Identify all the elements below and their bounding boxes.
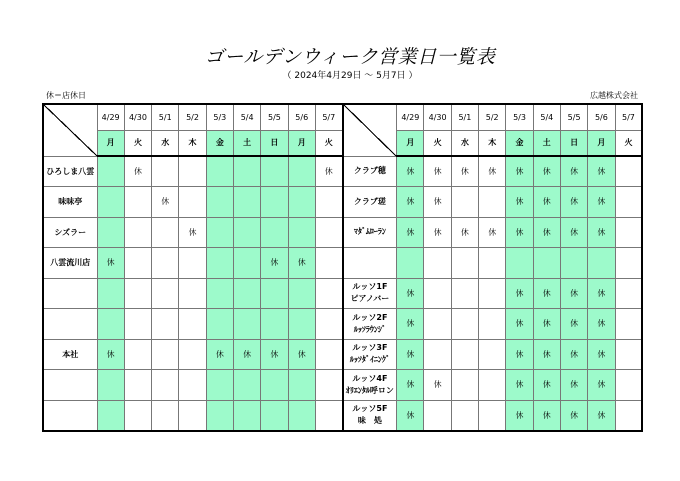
status-cell xyxy=(615,400,642,431)
status-cell xyxy=(179,339,206,370)
status-cell xyxy=(397,248,424,279)
status-cell xyxy=(124,187,151,218)
date-header: 5/2 xyxy=(479,104,506,130)
date-header: 5/7 xyxy=(615,104,642,130)
status-cell xyxy=(615,309,642,340)
weekday-header: 土 xyxy=(233,130,260,156)
status-cell: 休 xyxy=(560,339,587,370)
store-name-line1: ルッソ1F xyxy=(352,282,388,292)
status-cell: 休 xyxy=(506,370,533,401)
status-cell: 休 xyxy=(506,278,533,309)
date-header: 5/6 xyxy=(588,104,615,130)
status-cell xyxy=(261,187,288,218)
store-name xyxy=(43,278,97,309)
store-name-line1: ルッソ2F xyxy=(352,312,388,322)
status-cell xyxy=(615,156,642,187)
status-cell xyxy=(233,309,260,340)
weekday-header: 水 xyxy=(152,130,179,156)
status-cell xyxy=(479,187,506,218)
status-cell: 休 xyxy=(233,339,260,370)
status-cell xyxy=(179,309,206,340)
status-cell xyxy=(152,309,179,340)
status-cell xyxy=(315,370,342,401)
status-cell xyxy=(315,339,342,370)
company-name: 広越株式会社 xyxy=(590,91,638,100)
status-cell xyxy=(206,248,233,279)
status-cell xyxy=(451,370,478,401)
status-cell: 休 xyxy=(560,187,587,218)
status-cell xyxy=(424,278,451,309)
status-cell: 休 xyxy=(179,217,206,248)
status-cell xyxy=(124,248,151,279)
date-header: 5/7 xyxy=(315,104,342,130)
status-cell xyxy=(206,187,233,218)
store-name xyxy=(343,156,397,187)
status-cell: 休 xyxy=(560,400,587,431)
corner-diagonal-cell xyxy=(343,104,397,156)
status-cell: 休 xyxy=(588,400,615,431)
status-cell: 休 xyxy=(424,187,451,218)
status-cell xyxy=(124,400,151,431)
store-name xyxy=(343,339,397,370)
status-cell xyxy=(233,248,260,279)
status-cell xyxy=(179,187,206,218)
weekday-header: 水 xyxy=(451,130,478,156)
status-cell xyxy=(261,309,288,340)
status-cell xyxy=(288,400,315,431)
weekday-header: 金 xyxy=(206,130,233,156)
status-cell xyxy=(615,248,642,279)
status-cell: 休 xyxy=(533,156,560,187)
status-cell xyxy=(97,187,124,218)
status-cell xyxy=(451,248,478,279)
status-cell xyxy=(424,248,451,279)
store-name-line2: ﾙｯｿﾗｳﾝｼﾞ xyxy=(353,324,386,334)
status-cell: 休 xyxy=(560,309,587,340)
status-cell xyxy=(315,278,342,309)
date-header: 5/2 xyxy=(179,104,206,130)
status-cell xyxy=(451,187,478,218)
store-name xyxy=(343,309,397,340)
weekday-header: 木 xyxy=(179,130,206,156)
status-cell xyxy=(479,370,506,401)
status-cell xyxy=(206,370,233,401)
status-cell xyxy=(451,278,478,309)
date-header: 4/29 xyxy=(397,104,424,130)
status-cell xyxy=(315,309,342,340)
status-cell: 休 xyxy=(424,156,451,187)
weekday-header: 日 xyxy=(261,130,288,156)
store-name xyxy=(43,400,97,431)
store-name-line1: クラブ瑳 xyxy=(353,196,386,206)
status-cell: 休 xyxy=(152,187,179,218)
status-cell xyxy=(424,339,451,370)
weekday-header: 土 xyxy=(533,130,560,156)
status-cell xyxy=(615,370,642,401)
status-cell xyxy=(206,309,233,340)
status-cell: 休 xyxy=(588,187,615,218)
status-cell: 休 xyxy=(397,370,424,401)
status-cell xyxy=(233,156,260,187)
status-cell xyxy=(588,248,615,279)
store-name-line1: ルッソ3F xyxy=(352,343,388,353)
status-cell xyxy=(152,400,179,431)
store-name: 本社 xyxy=(43,339,97,370)
date-header: 4/30 xyxy=(424,104,451,130)
store-name-line2: 味 処 xyxy=(357,416,382,425)
status-cell xyxy=(288,156,315,187)
status-cell xyxy=(179,400,206,431)
status-cell: 休 xyxy=(588,217,615,248)
status-cell xyxy=(179,278,206,309)
status-cell xyxy=(261,370,288,401)
status-cell xyxy=(97,309,124,340)
status-cell xyxy=(233,278,260,309)
status-cell xyxy=(206,156,233,187)
store-name xyxy=(343,248,397,279)
store-name xyxy=(343,278,397,309)
status-cell: 休 xyxy=(397,309,424,340)
weekday-header: 火 xyxy=(315,130,342,156)
store-name-line2: ｵﾘｴﾝﾀﾙ呼ロン xyxy=(345,385,394,395)
status-cell xyxy=(451,309,478,340)
status-cell: 休 xyxy=(588,309,615,340)
status-cell xyxy=(479,278,506,309)
status-cell: 休 xyxy=(506,400,533,431)
weekday-header: 日 xyxy=(560,130,587,156)
status-cell: 休 xyxy=(424,217,451,248)
status-cell: 休 xyxy=(397,400,424,431)
status-cell: 休 xyxy=(315,156,342,187)
status-cell: 休 xyxy=(451,156,478,187)
status-cell: 休 xyxy=(506,156,533,187)
status-cell xyxy=(97,217,124,248)
status-cell xyxy=(479,400,506,431)
status-cell: 休 xyxy=(533,217,560,248)
status-cell: 休 xyxy=(97,339,124,370)
status-cell xyxy=(152,278,179,309)
status-cell xyxy=(615,187,642,218)
status-cell: 休 xyxy=(124,156,151,187)
status-cell xyxy=(615,339,642,370)
status-cell xyxy=(479,248,506,279)
status-cell xyxy=(479,309,506,340)
store-name: 八雲流川店 xyxy=(43,248,97,279)
weekday-header: 月 xyxy=(588,130,615,156)
status-cell xyxy=(288,278,315,309)
date-header: 5/5 xyxy=(261,104,288,130)
status-cell xyxy=(124,339,151,370)
status-cell xyxy=(233,217,260,248)
status-cell xyxy=(479,339,506,370)
weekday-header: 火 xyxy=(424,130,451,156)
status-cell xyxy=(152,370,179,401)
status-cell: 休 xyxy=(397,187,424,218)
status-cell xyxy=(560,248,587,279)
date-header: 4/29 xyxy=(97,104,124,130)
status-cell xyxy=(124,309,151,340)
weekday-header: 火 xyxy=(615,130,642,156)
status-cell xyxy=(288,187,315,218)
status-cell: 休 xyxy=(424,370,451,401)
store-name: ひろしま八雲 xyxy=(43,156,97,187)
status-cell xyxy=(97,156,124,187)
store-name xyxy=(343,217,397,248)
status-cell: 休 xyxy=(533,370,560,401)
status-cell: 休 xyxy=(506,339,533,370)
status-cell xyxy=(97,370,124,401)
status-cell: 休 xyxy=(479,217,506,248)
date-header: 5/1 xyxy=(152,104,179,130)
store-name-line1: クラブ穂 xyxy=(353,166,386,176)
status-cell xyxy=(233,370,260,401)
weekday-header: 木 xyxy=(479,130,506,156)
status-cell xyxy=(97,400,124,431)
store-name xyxy=(43,309,97,340)
status-cell: 休 xyxy=(451,217,478,248)
status-cell: 休 xyxy=(560,156,587,187)
weekday-header: 月 xyxy=(288,130,315,156)
store-name xyxy=(43,370,97,401)
status-cell xyxy=(206,400,233,431)
status-cell: 休 xyxy=(397,217,424,248)
status-cell: 休 xyxy=(261,248,288,279)
status-cell: 休 xyxy=(588,339,615,370)
status-cell: 休 xyxy=(560,278,587,309)
store-name-line1: ﾏﾀﾞﾑﾛｰﾗﾝ xyxy=(353,227,386,237)
status-cell: 休 xyxy=(288,339,315,370)
status-cell: 休 xyxy=(261,339,288,370)
date-header: 5/1 xyxy=(451,104,478,130)
status-cell xyxy=(315,187,342,218)
date-range: （ 2024年4月29日 ～ 5月7日 ） xyxy=(282,71,418,81)
status-cell: 休 xyxy=(97,248,124,279)
status-cell xyxy=(261,278,288,309)
page-title: ゴールデンウィーク営業日一覧表 xyxy=(204,46,496,68)
store-name: 味味亭 xyxy=(43,187,97,218)
status-cell xyxy=(179,370,206,401)
status-cell xyxy=(179,156,206,187)
status-cell xyxy=(261,156,288,187)
status-cell xyxy=(261,400,288,431)
status-cell xyxy=(288,370,315,401)
status-cell xyxy=(424,400,451,431)
status-cell: 休 xyxy=(206,339,233,370)
date-header: 5/4 xyxy=(233,104,260,130)
status-cell: 休 xyxy=(533,309,560,340)
date-header: 5/4 xyxy=(533,104,560,130)
store-name xyxy=(343,187,397,218)
status-cell xyxy=(288,309,315,340)
status-cell xyxy=(179,248,206,279)
status-cell: 休 xyxy=(397,339,424,370)
status-cell xyxy=(152,156,179,187)
date-header: 4/30 xyxy=(124,104,151,130)
weekday-header: 金 xyxy=(506,130,533,156)
schedule-table xyxy=(42,103,643,432)
status-cell xyxy=(233,187,260,218)
status-cell: 休 xyxy=(397,156,424,187)
status-cell xyxy=(315,217,342,248)
status-cell: 休 xyxy=(506,309,533,340)
status-cell xyxy=(97,278,124,309)
status-cell xyxy=(206,278,233,309)
store-name-line2: ﾙｯｿﾀﾞｲﾆﾝｸﾞ xyxy=(349,355,390,365)
status-cell: 休 xyxy=(533,187,560,218)
corner-diagonal-cell xyxy=(43,104,97,156)
status-cell xyxy=(124,370,151,401)
status-cell xyxy=(315,248,342,279)
status-cell: 休 xyxy=(560,217,587,248)
status-cell: 休 xyxy=(397,278,424,309)
store-name-line2: ピアノバー xyxy=(350,294,390,304)
status-cell xyxy=(206,217,233,248)
status-cell: 休 xyxy=(588,156,615,187)
date-header: 5/3 xyxy=(206,104,233,130)
status-cell xyxy=(124,217,151,248)
store-name-line1: ルッソ5F xyxy=(352,404,388,413)
status-cell: 休 xyxy=(533,278,560,309)
weekday-header: 月 xyxy=(397,130,424,156)
status-cell xyxy=(615,217,642,248)
legend-note: 休＝店休日 xyxy=(46,91,86,100)
status-cell: 休 xyxy=(288,248,315,279)
store-name: シズラー xyxy=(43,217,97,248)
status-cell xyxy=(288,217,315,248)
status-cell xyxy=(233,400,260,431)
status-cell: 休 xyxy=(506,217,533,248)
status-cell xyxy=(152,217,179,248)
status-cell: 休 xyxy=(533,339,560,370)
weekday-header: 月 xyxy=(97,130,124,156)
store-name-line1: ルッソ4F xyxy=(352,373,388,383)
store-name xyxy=(343,400,397,431)
status-cell: 休 xyxy=(506,187,533,218)
date-header: 5/3 xyxy=(506,104,533,130)
status-cell xyxy=(451,400,478,431)
status-cell xyxy=(152,248,179,279)
status-cell xyxy=(615,278,642,309)
status-cell xyxy=(506,248,533,279)
status-cell xyxy=(124,278,151,309)
date-header: 5/6 xyxy=(288,104,315,130)
date-header: 5/5 xyxy=(560,104,587,130)
status-cell xyxy=(152,339,179,370)
weekday-header: 火 xyxy=(124,130,151,156)
status-cell xyxy=(315,400,342,431)
status-cell xyxy=(261,217,288,248)
status-cell: 休 xyxy=(588,370,615,401)
status-cell: 休 xyxy=(560,370,587,401)
store-name xyxy=(343,370,397,401)
status-cell xyxy=(424,309,451,340)
status-cell: 休 xyxy=(479,156,506,187)
status-cell: 休 xyxy=(533,400,560,431)
status-cell xyxy=(533,248,560,279)
status-cell: 休 xyxy=(588,278,615,309)
status-cell xyxy=(451,339,478,370)
